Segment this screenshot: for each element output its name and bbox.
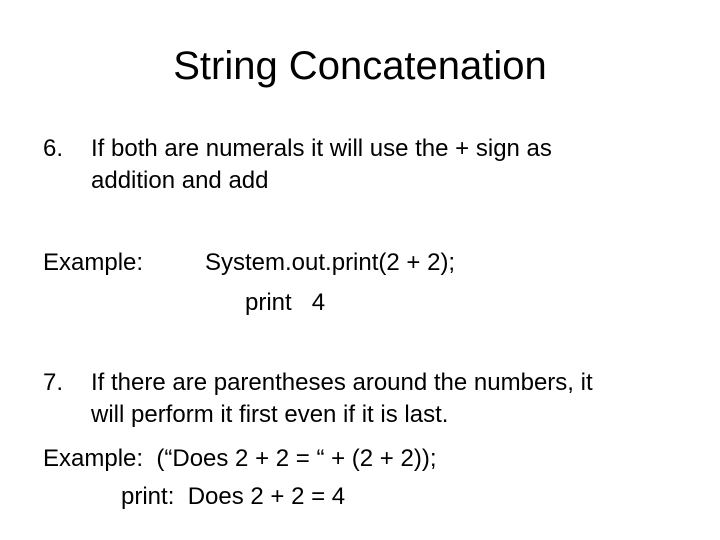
point-6-number: 6. bbox=[43, 135, 64, 162]
point-7-line-1: If there are parentheses around the numbers, it bbox=[91, 369, 593, 396]
example-2-line-1: Example: (“Does 2 + 2 = “ + (2 + 2)); bbox=[43, 445, 437, 472]
point-6-line-2: addition and add bbox=[91, 167, 269, 194]
example-2-line-2: print: Does 2 + 2 = 4 bbox=[121, 483, 346, 510]
slide-title: String Concatenation bbox=[173, 44, 547, 88]
example-1-output: print 4 bbox=[245, 289, 326, 316]
point-7-line-2: will perform it first even if it is last. bbox=[91, 401, 449, 428]
point-7-number: 7. bbox=[43, 369, 64, 396]
point-6-line-1: If both are numerals it will use the + sign as bbox=[91, 135, 552, 162]
example-1-label: Example: bbox=[43, 249, 144, 276]
example-1-code: System.out.print(2 + 2); bbox=[205, 249, 456, 276]
